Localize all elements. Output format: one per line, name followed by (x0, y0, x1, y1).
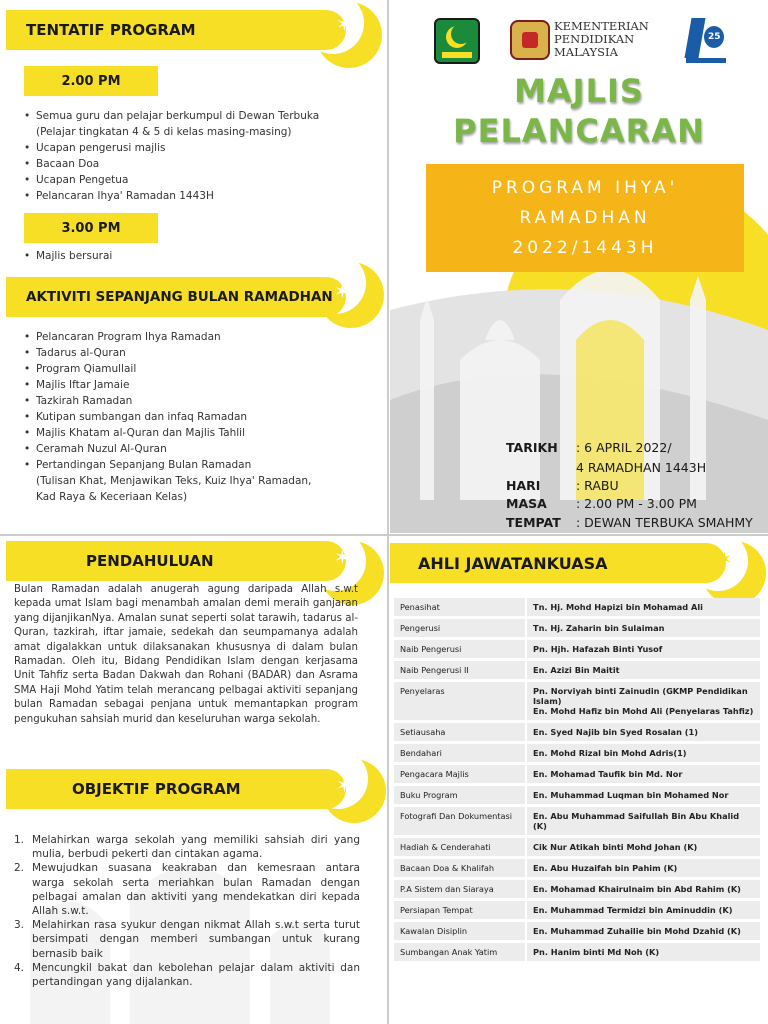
ajk-role: Pengerusi (394, 619, 527, 637)
objektif-text: Melahirkan rasa syukur dengan nikmat Allah s.w.t serta turut bersimpati dengan memberi sumbangan untuk kurang bernasib baik (32, 919, 360, 960)
time-tag-2: 3.00 PM (24, 213, 158, 243)
ajk-name: En. Syed Najib bin Syed Rosalan (1) (527, 723, 762, 741)
time-tag-1: 2.00 PM (24, 66, 158, 96)
jata-logo (434, 18, 480, 64)
objektif-item (14, 861, 360, 918)
ajk-role: Bendahari (394, 744, 527, 762)
program-line-2: RAMADHAN (519, 208, 651, 228)
ajk-role: Sumbangan Anak Yatim (394, 943, 527, 961)
pendahuluan-panel (0, 537, 386, 1024)
pendahuluan-header (6, 541, 346, 581)
tentatif-list-1 (22, 108, 372, 204)
aktiviti-item: (Tulisan Khat, Menjawikan Teks, Kuiz Ihya' Ramadan, (36, 475, 312, 487)
detail-label: MASA (506, 496, 547, 511)
ajk-row (394, 640, 762, 658)
ajk-table (394, 595, 762, 964)
cover-panel (390, 0, 768, 533)
ajk-role: Bacaan Doa & Khalifah (394, 859, 527, 877)
star-icon: ✶ (336, 12, 353, 36)
aktiviti-item: • Majlis Khatam al-Quran dan Majlis Tahlil (22, 425, 382, 441)
pendahuluan-title: PENDAHULUAN (86, 552, 214, 570)
ajk-row (394, 765, 762, 783)
objektif-title: OBJEKTIF PROGRAM (72, 780, 241, 798)
objektif-item (14, 833, 360, 861)
ajk-role: Buku Program (394, 786, 527, 804)
star-icon: ✶ (334, 545, 351, 569)
detail-label: HARI (506, 478, 541, 493)
detail-label: TEMPAT (506, 515, 561, 530)
ajk-row (394, 744, 762, 762)
pendahuluan-text: Bulan Ramadan adalah anugerah agung daripada Allah s.w.t kepada umat Islam bagi menambah amalan demi meraih ganjaran yang dijanjikanNya. Amalan sunat seperti solat tarawih, tadarus al-Quran, tazkirah, iftar jamaie, sedekah dan seumpamanya adalah amat digalakkan untuk dilaksanakan khususnya di dalam bulan Ramadan. Oleh itu, Bidang Pendidikan Islam dengan kerjasama Unit Tahfiz serta Badan Dakwah dan Rohani (BADAR) dan Asrama SMA Haji Mohd Yatim telah merancang pelbagai aktiviti sepanjang bulan Ramadan sebagai penjana untuk memantapkan program pengukuhan sahsiah murid dan keseluruhan warga sekolah. (14, 584, 358, 725)
ajk-title: AHLI JAWATANKUASA (418, 553, 608, 573)
ajk-row (394, 723, 762, 741)
ajk-name: Pn. Hanim binti Md Noh (K) (527, 943, 762, 961)
tentatif-item: • Ucapan Pengetua (22, 172, 372, 188)
ajk-role: Setiausaha (394, 723, 527, 741)
ajk-name: En. Mohd Rizal bin Mohd Adris(1) (527, 744, 762, 762)
aktiviti-item: • Ceramah Nuzul Al-Quran (22, 441, 382, 457)
program-line-1: PROGRAM IHYA' (491, 178, 679, 198)
aktiviti-item: • Kutipan sumbangan dan infaq Ramadan (22, 409, 382, 425)
ajk-name: En. Azizi Bin Maitit (527, 661, 762, 679)
objektif-number: 1. (14, 834, 25, 846)
tentatif-item: • Bacaan Doa (22, 156, 372, 172)
ajk-name: En. Mohamad Khairulnaim bin Abd Rahim (K) (527, 880, 762, 898)
ajk-name: En. Muhammad Termidzi bin Aminuddin (K) (527, 901, 762, 919)
objektif-number: 4. (14, 961, 25, 974)
ajk-row (394, 880, 762, 898)
detail-value: : DEWAN TERBUKA SMAHMY (576, 515, 753, 530)
kpm-logo-text: KEMENTERIAN PENDIDIKAN MALAYSIA (554, 19, 649, 59)
ajk-name: Pn. Norviyah binti Zainudin (GKMP Pendidikan Islam) En. Mohd Hafiz bin Mohd Ali (Penyelaras Tahfiz) (527, 682, 762, 720)
ajk-row (394, 922, 762, 940)
detail-value: : RABU (576, 478, 619, 493)
detail-label: TARIKH (506, 440, 558, 455)
tentatif-header (6, 10, 346, 50)
ajk-row (394, 838, 762, 856)
aktiviti-header (6, 277, 346, 317)
objektif-item (14, 961, 360, 989)
aktiviti-item: • Majlis Iftar Jamaie (22, 377, 382, 393)
aktiviti-item: • Tazkirah Ramadan (22, 393, 382, 409)
ajk-row (394, 682, 762, 720)
aktiviti-item: Kad Raya & Keceriaan Kelas) (36, 491, 188, 503)
ajk-row (394, 943, 762, 961)
tentatif-item: (Pelajar tingkatan 4 & 5 di kelas masing-masing) (36, 126, 292, 138)
kpm-logo (510, 18, 662, 64)
ajk-role: Persiapan Tempat (394, 901, 527, 919)
star-icon: ✶ (334, 279, 351, 303)
ajk-row (394, 598, 762, 616)
panel-divider-vertical (387, 0, 389, 1024)
ajk-header (390, 543, 726, 583)
main-title-2: PELANCARAN (453, 112, 705, 150)
ajk-name: En. Abu Muhammad Saifullah Bin Abu Khalid (K) (527, 807, 762, 835)
aktiviti-item: • Pertandingan Sepanjang Bulan Ramadan (22, 457, 382, 473)
aktiviti-item: • Program Qiamullail (22, 361, 382, 377)
tentatif-item: • Majlis bersurai (22, 248, 372, 264)
objektif-list (14, 833, 360, 989)
objektif-text: Mewujudkan suasana keakraban dan kemesraan antara warga sekolah serta meriahkan bulan Ramadan dengan pelbagai amalan dan aktiviti yang mendekatkan diri kepada Allah s.w.t. (32, 862, 360, 918)
tentatif-panel (0, 0, 386, 533)
ajk-panel (390, 537, 768, 1024)
ajk-row (394, 619, 762, 637)
ajk-name: En. Muhammad Zuhailie bin Mohd Dzahid (K) (527, 922, 762, 940)
objektif-text: Melahirkan warga sekolah yang memiliki sahsiah diri yang mulia, berbudi pekerti dan cintakan agama. (32, 834, 360, 861)
aktiviti-item: • Pelancaran Program Ihya Ramadan (22, 329, 382, 345)
tentatif-item: • Semua guru dan pelajar berkumpul di Dewan Terbuka (22, 108, 372, 124)
program-title-box (426, 164, 744, 272)
panel-divider-horizontal (0, 534, 768, 536)
ajk-row (394, 807, 762, 835)
ajk-row (394, 901, 762, 919)
star-icon: ✶ (336, 773, 353, 797)
ajk-role: P.A Sistem dan Siaraya (394, 880, 527, 898)
ajk-role: Naib Pengerusi (394, 640, 527, 658)
star-icon: ✶ (716, 547, 733, 571)
ajk-role: Penyelaras (394, 682, 527, 720)
objektif-number: 2. (14, 862, 25, 875)
ajk-role: Pengacara Majlis (394, 765, 527, 783)
ajk-role: Hadiah & Cenderahati (394, 838, 527, 856)
main-title-1: MAJLIS (514, 72, 644, 110)
ajk-name: Pn. Hjh. Hafazah Binti Yusof (527, 640, 762, 658)
ajk-role: Naib Pengerusi II (394, 661, 527, 679)
objektif-header (6, 769, 346, 809)
ajk-name: En. Muhammad Luqman bin Mohamed Nor (527, 786, 762, 804)
aktiviti-list (22, 329, 382, 505)
detail-value: : 2.00 PM - 3.00 PM (576, 496, 697, 511)
tentatif-title: TENTATIF PROGRAM (26, 21, 196, 39)
detail-value: 4 RAMADHAN 1443H (576, 460, 707, 475)
school-logo: 25 (684, 18, 728, 64)
ajk-role: Fotografi Dan Dokumentasi (394, 807, 527, 835)
aktiviti-title: AKTIVITI SEPANJANG BULAN RAMADHAN (26, 289, 333, 305)
ajk-row (394, 786, 762, 804)
ajk-role: Kawalan Disiplin (394, 922, 527, 940)
tentatif-item: • Ucapan pengerusi majlis (22, 140, 372, 156)
objektif-item (14, 918, 360, 961)
program-line-3: 2022/1443H (512, 238, 658, 258)
tentatif-item: • Pelancaran Ihya' Ramadan 1443H (22, 188, 372, 204)
aktiviti-item: • Tadarus al-Quran (22, 345, 382, 361)
ajk-name: Tn. Hj. Mohd Hapizi bin Mohamad Ali (527, 598, 762, 616)
ajk-row (394, 859, 762, 877)
ajk-name: En. Abu Huzaifah bin Pahim (K) (527, 859, 762, 877)
ajk-name: Cik Nur Atikah binti Mohd Johan (K) (527, 838, 762, 856)
ajk-name: Tn. Hj. Zaharin bin Sulaiman (527, 619, 762, 637)
ajk-role: Penasihat (394, 598, 527, 616)
objektif-text: Mencungkil bakat dan kebolehan pelajar dalam aktiviti dan pertandingan yang dijalankan. (32, 961, 360, 989)
objektif-number: 3. (14, 919, 25, 932)
ajk-row (394, 661, 762, 679)
detail-value: : 6 APRIL 2022/ (576, 440, 672, 455)
ajk-name: En. Mohamad Taufik bin Md. Nor (527, 765, 762, 783)
